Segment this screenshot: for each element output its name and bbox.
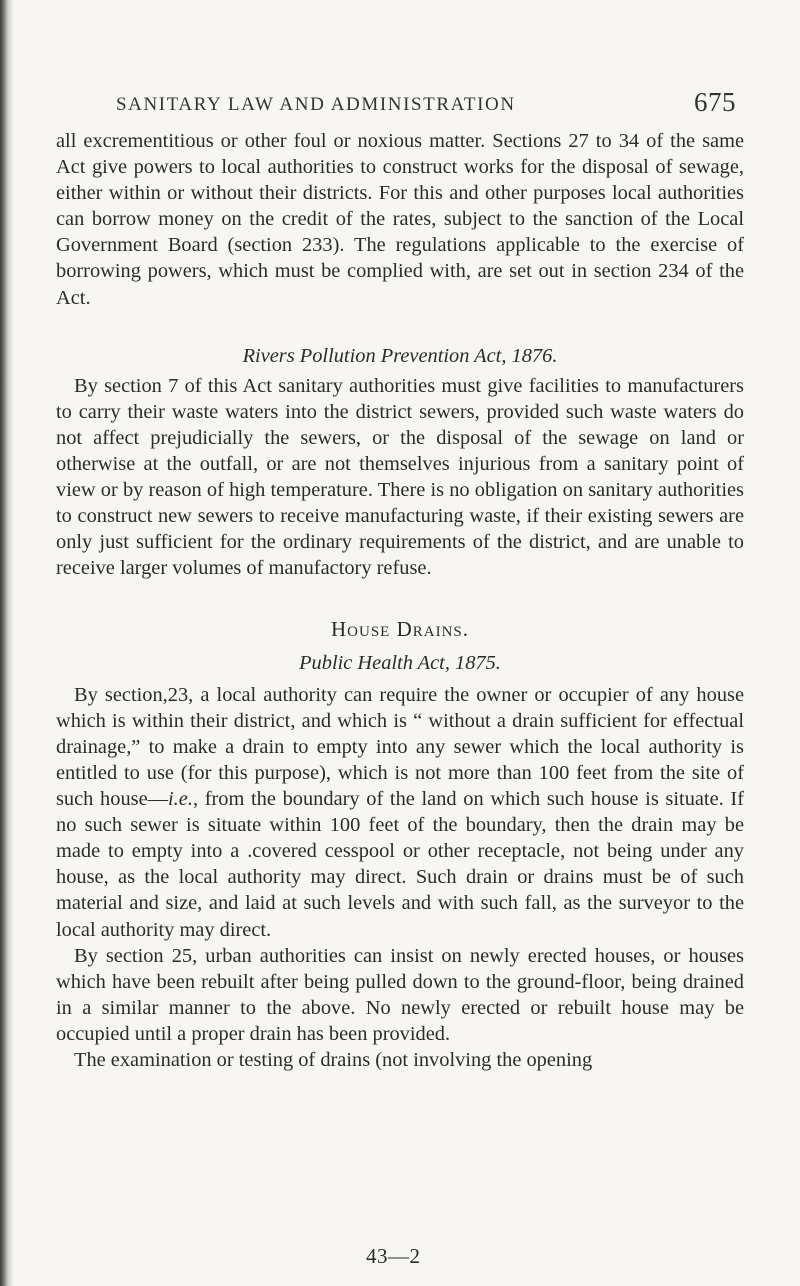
body-text <box>56 128 744 1073</box>
paragraph-1: all excrementitious or other foul or noxious matter. Sections 27 to 34 of the same Act give powers to local authorities to construct works for the disposal of sewage, either within or without their districts. For this and other purposes local authorities can borrow money on the credit of the rates, subject to the sanction of the Local Government Board (section 233). The regulations applicable to the exercise of borrowing powers, which must be complied with, are set out in section 234 of the Act. <box>56 130 744 309</box>
paragraph-2: By section 7 of this Act sanitary authorities must give facilities to manufacturers to carry their waste waters into the district sewers, provided such waste waters do not affect prejudicially the sewers, or the disposal of the sewage on land or otherwise at the outfall, or are not themselves injurious from a sanitary point of view or by reason of high temperature. There is no obligation on sanitary authorities to construct new sewers to receive manufacturing waste, if their existing sewers are only just sufficient for the ordinary requirements of the district, and are unable to receive larger volumes of manufactory refuse. <box>56 374 744 580</box>
running-head <box>116 87 746 117</box>
paragraph-5: The examination or testing of drains (not involving the opening <box>74 1049 593 1071</box>
running-head-title: SANITARY LAW AND ADMINISTRATION <box>116 94 516 115</box>
section-heading-house-drains: House Drains. <box>330 616 469 641</box>
page-number: 675 <box>694 87 736 117</box>
signature-mark: 43—2 <box>366 1244 421 1268</box>
paragraph-3 <box>56 682 744 943</box>
section-heading-rivers-pollution: Rivers Pollution Prevention Act, 1876. <box>242 344 558 367</box>
page-binding-edge <box>0 0 14 1286</box>
section-subheading-public-health: Public Health Act, 1875. <box>299 651 501 674</box>
paragraph-3-ie: i.e. <box>168 788 193 811</box>
paragraph-4: By section 25, urban authorities can insist on newly erected houses, or houses which have been rebuilt after being pulled down to the ground-floor, being drained in a similar manner to the above. No newly erected or rebuilt house may be occupied until a proper drain has been provided. <box>56 944 744 1045</box>
paragraph-3-end: , from the boundary of the land on which such house is situate. If no such sewer is situate within 100 feet of the boundary, then the drain may be made to empty into a .covered cesspool or other receptacle, not being under any house, as the local authority may direct. Such drain or drains must be of such material and size, and laid at such levels and with such fall, as the surveyor to the local authority may direct. <box>56 788 744 941</box>
paragraph-3-start: By section,23, a local authority can require the owner or occupier of any house which is within their district, and which is “ without a drain sufficient for effectual drainage,” to make a drain to empty into any sewer which the local authority is entitled to use (for this purpose), which is not more than 100 feet from the site of such house— <box>56 683 744 811</box>
